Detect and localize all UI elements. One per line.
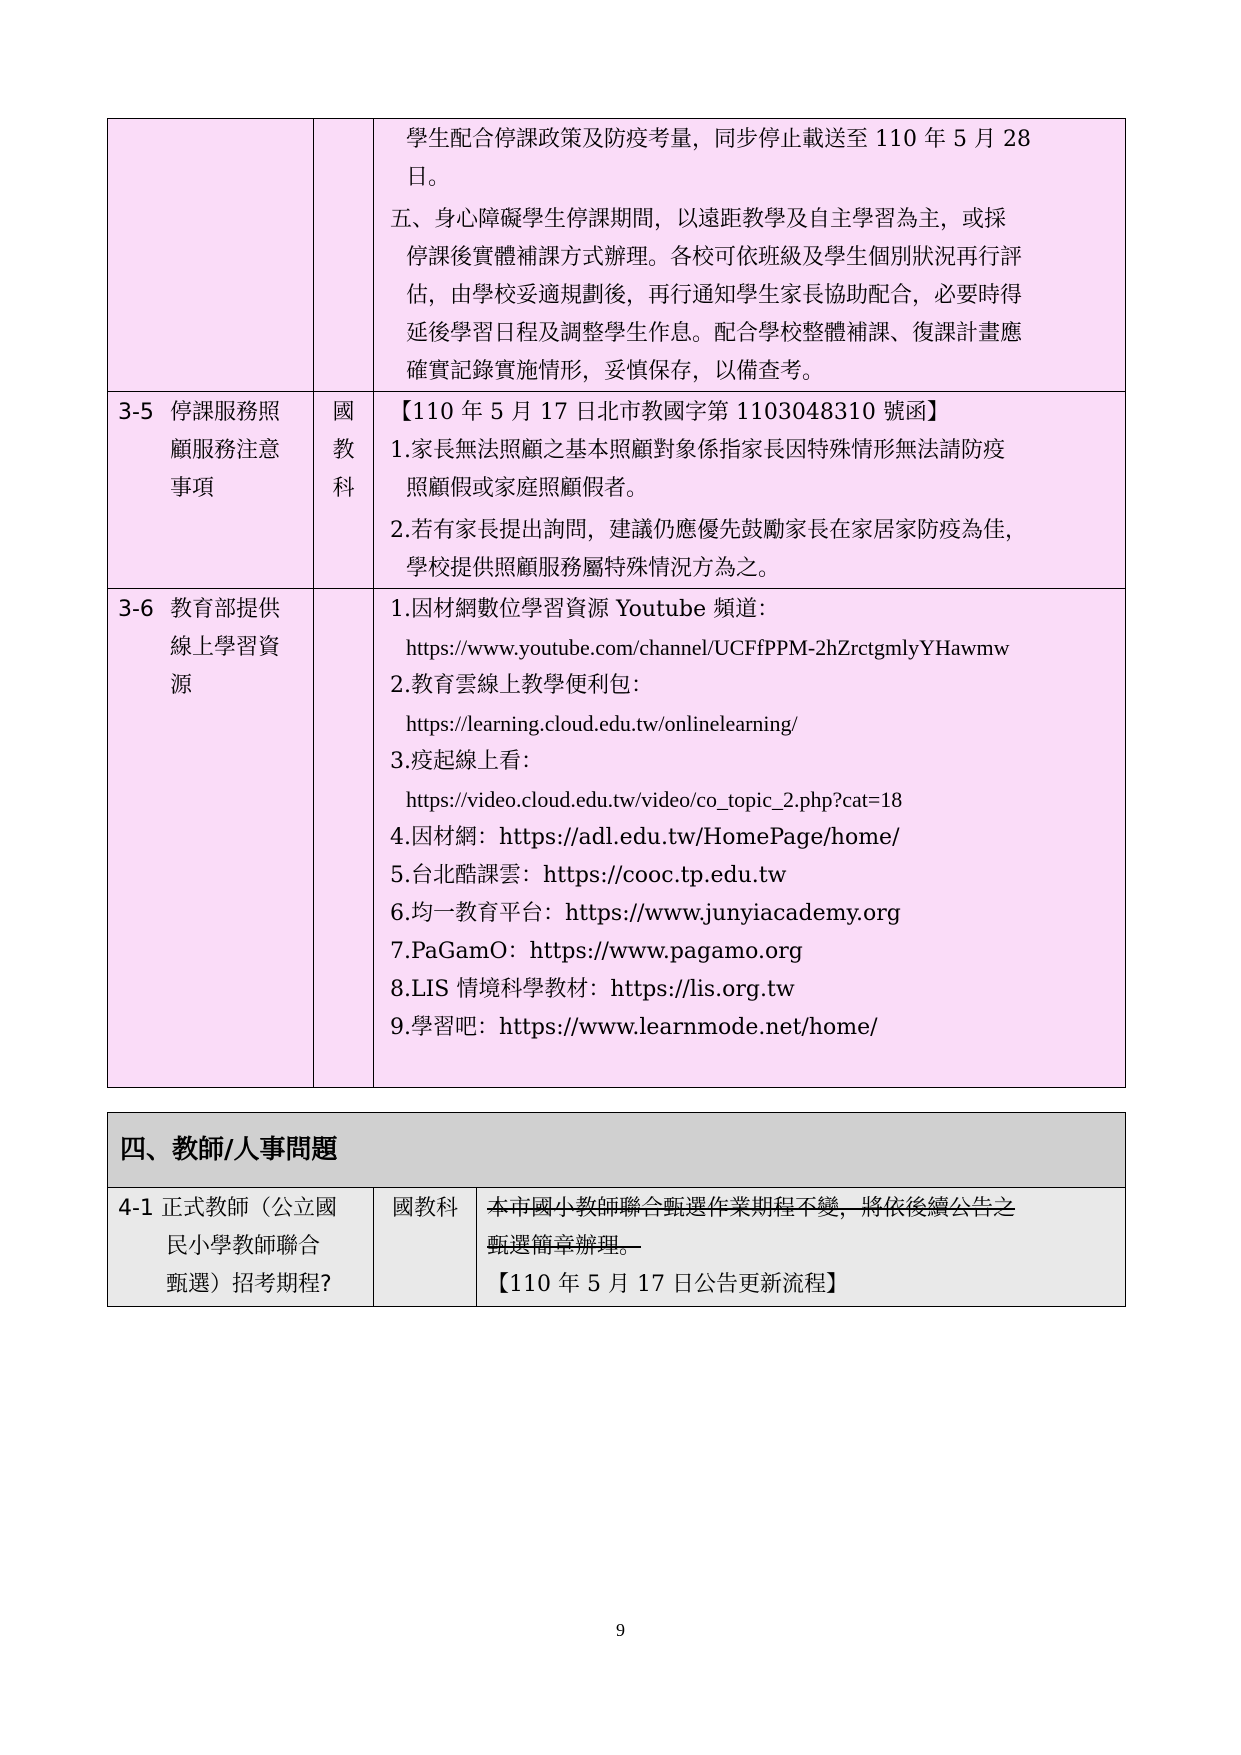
unit-cell <box>314 392 374 589</box>
page-number: 9 <box>616 1620 625 1640</box>
faq-table-section-3 <box>107 118 1126 1088</box>
table-row-continued <box>108 119 1126 392</box>
item-title-line: 正式教師（公立國 <box>160 1196 337 1221</box>
resource-label: 1.因材網數位學習資源 Youtube 頻道： <box>390 597 780 622</box>
item-title-line: 教育部提供 <box>170 597 281 622</box>
body-cell <box>477 1188 1126 1307</box>
body-cell-continued <box>374 119 1126 392</box>
unit-label: 國教科 <box>391 1196 458 1221</box>
section-heading-row <box>108 1113 1126 1188</box>
item-number: 3-6 <box>118 597 154 622</box>
item-cell <box>108 1188 374 1307</box>
text-line: 學生配合停課政策及防疫考量，同步停止載送至 110 年 5 月 28 <box>406 127 1031 152</box>
text-line: 2.若有家長提出詢問，建議仍應優先鼓勵家長在家居家防疫為佳， <box>390 518 1027 543</box>
text-line: 確實記錄實施情形，妥慎保存，以備查考。 <box>406 359 825 384</box>
item-cell-empty <box>108 119 314 392</box>
item-title-line: 線上學習資 <box>170 635 281 660</box>
resource-link[interactable]: https://www.youtube.com/channel/UCFfPPM-2hZrctgmlyYHawmw <box>406 635 1010 660</box>
resource-item[interactable]: 9.學習吧：https://www.learnmode.net/home/ <box>390 1015 878 1040</box>
body-cell <box>374 392 1126 589</box>
reference-text: 【110 年 5 月 17 日北市教國字第 1103048310 號函】 <box>390 400 949 425</box>
text-line: 學校提供照顧服務屬特殊情況方為之。 <box>406 556 781 581</box>
resource-item[interactable]: 8.LIS 情境科學教材：https://lis.org.tw <box>390 977 795 1002</box>
unit-cell-empty <box>314 589 374 1088</box>
text-line: 照顧假或家庭照顧假者。 <box>406 476 649 501</box>
struck-text-line: 甄選簡章辦理。 <box>487 1234 642 1259</box>
text-line: 日。 <box>406 165 451 190</box>
item-title-line: 停課服務照 <box>170 400 281 425</box>
item-number: 3-5 <box>118 400 154 425</box>
resource-link[interactable]: https://video.cloud.edu.tw/video/co_topic_2.php?cat=18 <box>406 787 903 812</box>
unit-char: 教 <box>332 438 355 463</box>
unit-char: 科 <box>332 476 355 501</box>
item-title-line: 事項 <box>170 476 215 501</box>
text-line: 停課後實體補課方式辦理。各校可依班級及學生個別狀況再行評 <box>406 245 1023 270</box>
update-note: 【110 年 5 月 17 日公告更新流程】 <box>487 1272 848 1297</box>
table-row-3-6 <box>108 589 1126 1088</box>
resource-item[interactable]: 6.均一教育平台：https://www.junyiacademy.org <box>390 901 901 926</box>
text-line: 延後學習日程及調整學生作息。配合學校整體補課、復課計畫應 <box>406 321 1023 346</box>
text-line: 估，由學校妥適規劃後，再行通知學生家長協助配合，必要時得 <box>406 283 1023 308</box>
resource-label: 3.疫起線上看： <box>390 749 543 774</box>
text-line: 1.家長無法照顧之基本照顧對象係指家長因特殊情形無法請防疫 <box>390 438 1005 463</box>
item-title-line: 甄選）招考期程? <box>166 1272 332 1297</box>
resource-item[interactable]: 4.因材網：https://adl.edu.tw/HomePage/home/ <box>390 825 900 850</box>
item-number: 4-1 <box>118 1196 154 1221</box>
table-row-4-1 <box>108 1188 1126 1307</box>
struck-text-line: 本市國小教師聯合甄選作業期程不變，將依後續公告之 <box>487 1196 1016 1221</box>
body-cell <box>374 589 1126 1088</box>
resource-label: 2.教育雲線上教學便利包： <box>390 673 653 698</box>
item-cell <box>108 589 314 1088</box>
resource-link[interactable]: https://learning.cloud.edu.tw/onlinelearning/ <box>406 711 798 736</box>
item-cell <box>108 392 314 589</box>
unit-cell <box>374 1188 477 1307</box>
table-row-3-5 <box>108 392 1126 589</box>
text-line: 五、身心障礙學生停課期間，以遠距教學及自主學習為主，或採 <box>390 207 1007 232</box>
unit-cell-empty <box>314 119 374 392</box>
unit-char: 國 <box>332 400 355 425</box>
resource-item[interactable]: 5.台北酷課雲：https://cooc.tp.edu.tw <box>390 863 787 888</box>
item-title-line: 民小學教師聯合 <box>166 1234 321 1259</box>
item-title-line: 源 <box>170 673 193 698</box>
section-heading: 四、教師/人事問題 <box>108 1113 1126 1188</box>
resource-item[interactable]: 7.PaGamO：https://www.pagamo.org <box>390 939 803 964</box>
item-title-line: 顧服務注意 <box>170 438 281 463</box>
faq-table-section-4 <box>107 1112 1126 1307</box>
